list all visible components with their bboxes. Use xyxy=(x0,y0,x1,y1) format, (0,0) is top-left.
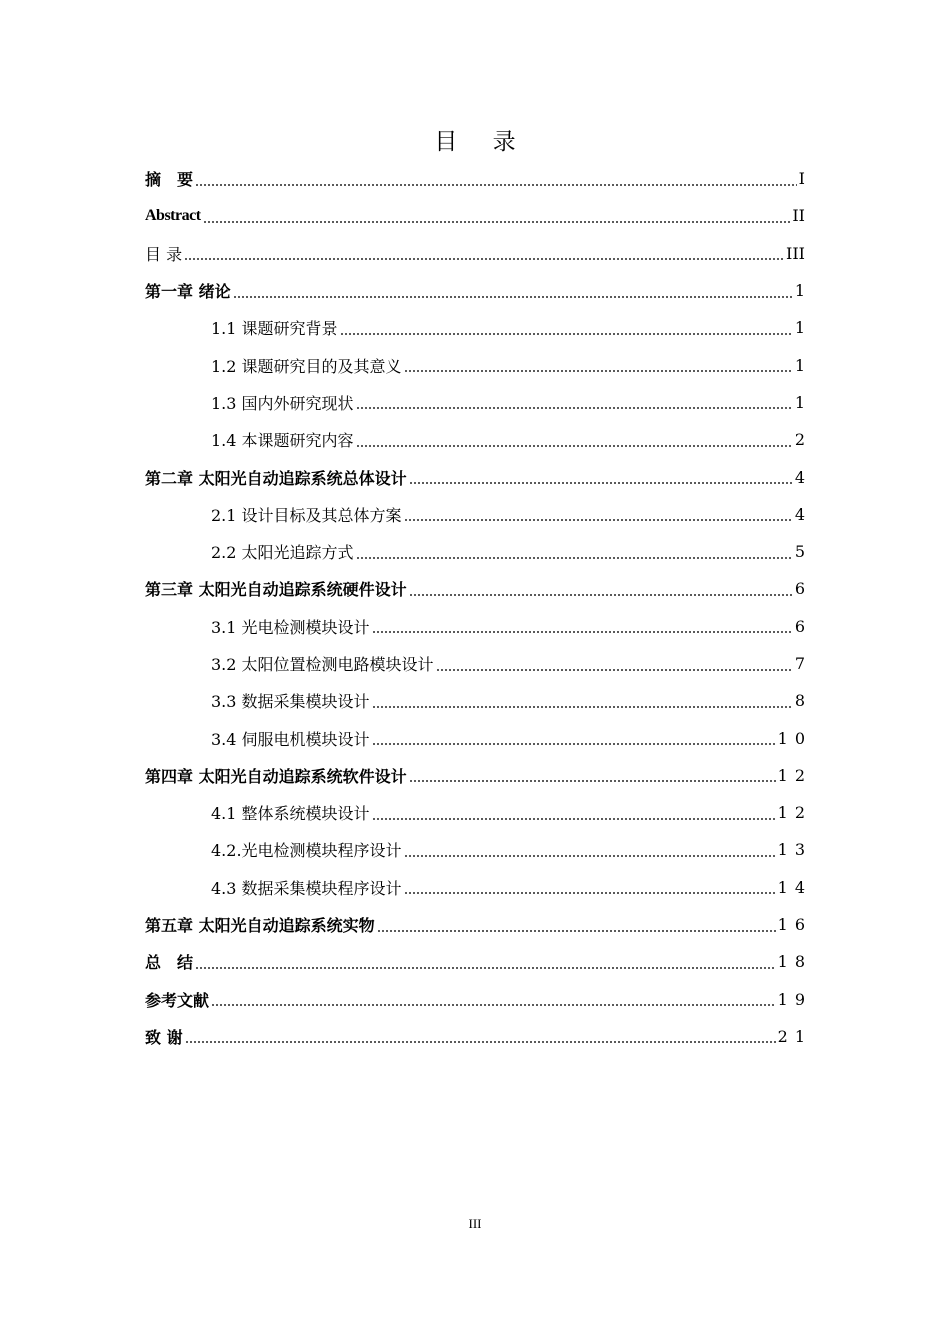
toc-entry-chapter-4[interactable] xyxy=(145,757,812,794)
dot-leader xyxy=(409,469,793,485)
toc-entry-label: 目 录 xyxy=(145,244,183,264)
toc-entry-page: 10 xyxy=(777,728,812,748)
toc-entry-3-2[interactable] xyxy=(145,645,812,682)
toc-entry-contents[interactable] xyxy=(145,235,805,272)
dot-leader xyxy=(211,991,776,1007)
toc-entry-page: III xyxy=(786,243,805,263)
toc-entry-page: 13 xyxy=(777,840,812,860)
toc-entry-label: 4.1 整体系统模块设计 xyxy=(211,804,370,824)
toc-entry-label: 摘 要 xyxy=(145,170,194,190)
toc-entry-label: 第一章 绪论 xyxy=(145,282,231,302)
toc-entry-3-3[interactable] xyxy=(145,682,812,719)
toc-entry-label: 2.2 太阳光追踪方式 xyxy=(211,543,354,563)
dot-leader xyxy=(409,581,793,597)
toc-entry-page: 5 xyxy=(794,542,812,562)
dot-leader xyxy=(372,618,793,634)
dot-leader xyxy=(185,1028,776,1044)
toc-entry-conclusion[interactable] xyxy=(145,943,812,980)
toc-entry-label: 总 结 xyxy=(145,953,194,973)
toc-entry-label: 1.3 国内外研究现状 xyxy=(211,393,354,413)
toc-entry-4-2[interactable] xyxy=(145,831,812,868)
dot-leader xyxy=(356,544,793,560)
toc-entry-label: 第五章 太阳光自动追踪系统实物 xyxy=(145,916,375,936)
toc-entry-3-4[interactable] xyxy=(145,719,812,756)
toc-entry-acknowledgements[interactable] xyxy=(145,1018,812,1055)
toc-entry-page: 1 xyxy=(794,281,812,301)
toc-entry-label: 4.3 数据采集模块程序设计 xyxy=(211,878,402,898)
toc-entry-page: 2 xyxy=(794,430,812,450)
toc-entry-label: 2.1 设计目标及其总体方案 xyxy=(211,505,402,525)
dot-leader xyxy=(203,208,791,224)
toc-entry-page: 1 xyxy=(794,392,812,412)
toc-entry-page: 21 xyxy=(777,1026,812,1046)
toc-entry-page: 7 xyxy=(794,654,812,673)
toc-entry-abstract-en[interactable] xyxy=(145,197,805,234)
dot-leader xyxy=(372,730,776,746)
dot-leader xyxy=(377,917,776,933)
table-of-contents xyxy=(145,160,812,1055)
toc-entry-page: I xyxy=(798,169,805,189)
dot-leader xyxy=(356,432,793,448)
dot-leader xyxy=(195,954,776,970)
toc-entry-page: 19 xyxy=(777,989,812,1009)
toc-entry-page: 6 xyxy=(794,579,812,599)
toc-entry-page: 14 xyxy=(777,877,812,897)
toc-entry-label: Abstract xyxy=(145,206,201,224)
toc-entry-label: 第二章 太阳光自动追踪系统总体设计 xyxy=(145,468,407,488)
toc-entry-label: 1.2 课题研究目的及其意义 xyxy=(211,356,402,376)
dot-leader xyxy=(404,506,793,522)
toc-entry-1-4[interactable] xyxy=(145,421,812,458)
toc-entry-1-2[interactable] xyxy=(145,346,812,383)
toc-entry-2-2[interactable] xyxy=(145,533,812,570)
toc-entry-label: 3.2 太阳位置检测电路模块设计 xyxy=(211,655,434,674)
dot-leader xyxy=(404,357,793,373)
toc-entry-3-1[interactable] xyxy=(145,608,812,645)
dot-leader xyxy=(233,283,793,299)
toc-entry-4-1[interactable] xyxy=(145,794,812,831)
toc-entry-1-1[interactable] xyxy=(145,309,812,346)
dot-leader xyxy=(372,805,776,821)
toc-entry-label: 致 谢 xyxy=(145,1027,183,1047)
toc-entry-page: 12 xyxy=(777,803,812,823)
toc-entry-label: 1.4 本课题研究内容 xyxy=(211,431,354,451)
toc-entry-label: 3.3 数据采集模块设计 xyxy=(211,692,370,712)
toc-entry-page: 1 xyxy=(794,355,812,375)
toc-entry-references[interactable] xyxy=(145,981,812,1018)
page-number-footer: III xyxy=(468,1216,482,1231)
dot-leader xyxy=(436,656,793,672)
toc-entry-page: 6 xyxy=(794,616,812,636)
toc-entry-chapter-2[interactable] xyxy=(145,458,812,495)
dot-leader xyxy=(372,693,793,709)
toc-entry-label: 参考文献 xyxy=(145,990,210,1010)
toc-entry-label: 3.4 伺服电机模块设计 xyxy=(211,729,370,749)
toc-entry-label: 第四章 太阳光自动追踪系统软件设计 xyxy=(145,766,407,786)
toc-entry-page: 4 xyxy=(794,467,812,487)
toc-entry-label: 4.2.光电检测模块程序设计 xyxy=(211,841,402,861)
toc-entry-page: 16 xyxy=(777,915,812,935)
dot-leader xyxy=(404,879,776,895)
toc-entry-label: 3.1 光电检测模块设计 xyxy=(211,617,370,637)
toc-entry-page: 12 xyxy=(777,765,812,785)
toc-entry-4-3[interactable] xyxy=(145,869,812,906)
page-title: 目 录 xyxy=(434,129,530,155)
dot-leader xyxy=(340,320,793,336)
toc-entry-page: II xyxy=(792,206,805,226)
toc-entry-page: 18 xyxy=(777,952,812,972)
toc-entry-chapter-5[interactable] xyxy=(145,906,812,943)
toc-entry-2-1[interactable] xyxy=(145,496,812,533)
dot-leader xyxy=(409,767,776,783)
toc-entry-label: 1.1 课题研究背景 xyxy=(211,319,338,339)
dot-leader xyxy=(195,171,797,187)
dot-leader xyxy=(184,245,784,261)
toc-entry-chapter-3[interactable] xyxy=(145,570,812,607)
toc-entry-chapter-1[interactable] xyxy=(145,272,812,309)
toc-entry-label: 第三章 太阳光自动追踪系统硬件设计 xyxy=(145,580,407,600)
toc-entry-page: 1 xyxy=(794,318,812,338)
toc-entry-page: 4 xyxy=(794,504,812,524)
toc-entry-page: 8 xyxy=(794,691,812,711)
toc-entry-1-3[interactable] xyxy=(145,384,812,421)
dot-leader xyxy=(356,394,793,410)
toc-entry-abstract-cn[interactable] xyxy=(145,160,805,197)
dot-leader xyxy=(404,842,776,858)
